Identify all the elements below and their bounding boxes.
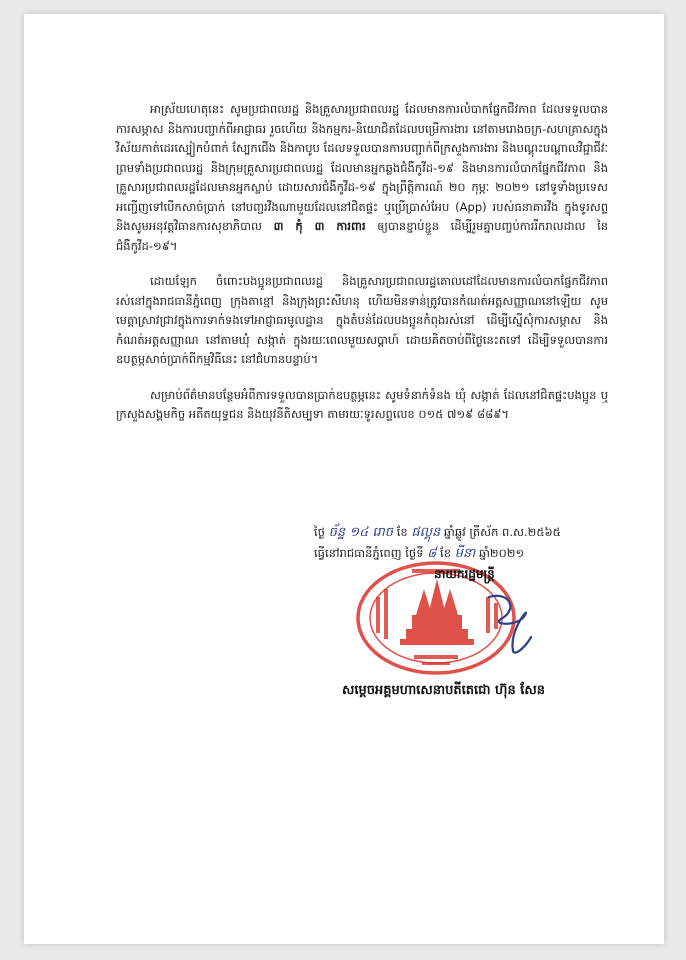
paragraph-1-tail: ឲ្យបានខ្ជាប់ខ្ជួន ដើម្បីរួមគ្នាបញ្ចប់ការរីករាលដាល នៃជំងឺកូវីដ-១៩។ bbox=[116, 219, 609, 253]
month-label: ខែ bbox=[440, 546, 451, 560]
paragraph-3: សម្រាប់ព័ត៌មានបន្ថែមអំពីការទទួលបានប្រាក់ឧបត្ថម្ភនេះ សូមទំនាក់ទំនង ឃុំ សង្កាត់ ដែលនៅជិតផ្ទះបងប្អូន ឬក្រសួងសង្គមកិច្ច អតីតយុទ្ធជន និងយុវនីតិសម្បទា តាមរយៈទូរសព្ទលេខ ០១៥ ៧១៩ ៨៨៩។ bbox=[116, 387, 608, 421]
day-handwritten: ៨ bbox=[427, 546, 437, 561]
paragraph-1-text: អាស្រ័យហេតុនេះ សូមប្រជាពលរដ្ឋ និងគ្រួសារប្រជាពលរដ្ឋ ដែលមានការលំបាកផ្នែកជីវភាព ដែលទទួលបានការសម្ភាស និងការបញ្ជាក់ពីអាជ្ញាធរ រួចហើយ និងកម្មករ-និយោជិតដែលបម្រើការងារ នៅតាមរោងចក្រ-សហគ្រាសក្នុងវិស័យកាត់ដេរស្បៀកបំពាក់ ស្បែកជើង និងកាបូប ដែលទទួលបានការបញ្ជាក់ពីក្រសួងការងារ និងបណ្តុះបណ្តាលវិជ្ជាជីវៈ ព្រមទាំងប្រជាពលរដ្ឋ និងក្រុមគ្រួសារប្រជាពលរដ្ឋ ដែលមានអ្នកឆ្លងជំងឺកូវីដ-១៩ និងមានការលំបាកផ្នែកជីវភាព និងគ្រួសារប្រជាពលរដ្ឋដែលមានអ្នកស្លាប់ ដោយសារជំងឺកូវីដ-១៩ ក្នុងព្រឹត្តិការណ៍ ២០ កុម្ភៈ ២០២១ នៅទូទាំងប្រទេស អញ្ជើញទៅបើកសាច់ប្រាក់ នៅបញ្ជរវីងណាមួយដែលនៅជិតផ្ទះ ឬប្រើប្រាស់អែប (App) របស់ធនាគារវីង ក្នុងទូរសព្ទ និងសូមអនុវត្តវិធានការសុខាភិបាល bbox=[116, 102, 608, 233]
signer-title: នាយករដ្ឋមន្ត្រី bbox=[434, 567, 495, 581]
lunar-date-prefix: ថ្ងៃ bbox=[314, 525, 325, 539]
lunar-month-label: ខែ bbox=[396, 525, 408, 539]
lunar-date-line bbox=[314, 522, 644, 543]
document-page bbox=[24, 14, 664, 944]
place-date-prefix: ធ្វើនៅរាជធានីភ្នំពេញ ថ្ងៃទី bbox=[314, 546, 424, 560]
highlight-measures: ៣ កុំ ៣ ការពារ bbox=[273, 219, 366, 233]
year-text: ឆ្នាំ២០២១ bbox=[478, 546, 525, 560]
month-handwritten: មីនា bbox=[454, 546, 476, 561]
handwritten-signature bbox=[479, 589, 539, 659]
date-block bbox=[314, 522, 644, 564]
paragraph-1 bbox=[116, 100, 608, 256]
signer-name: សម្តេចអគ្គមហាសេនាបតីតេជោ ហ៊ុន សែន bbox=[342, 683, 545, 698]
letter-body bbox=[116, 100, 608, 441]
lunar-day-handwritten: ច័ន្ទ ១៤ រោច bbox=[328, 525, 394, 540]
paragraph-2: ដោយឡែក ចំពោះបងប្អូនប្រជាពលរដ្ឋ និងគ្រួសារប្រជាពលរដ្ឋគោលដៅដែលមានការលំបាកផ្នែកជីវភាព រស់នៅក្នុងរាជធានីភ្នំពេញ ក្រុងតាខ្មៅ និងក្រុងព្រះសីហនុ ហើយមិនទាន់ត្រូវបានកំណត់អត្តសញ្ញាណនៅឡើយ សូមមេត្តាស្រាវជ្រាវក្នុងការទាក់ទងទៅអាជ្ញាធរមូលដ្ឋាន ក្នុងតំបន់ដែលបងប្អូនកំពុងរស់នៅ ដើម្បីស្នើសុំការសម្ភាស និងកំណត់អត្តសញ្ញាណ នៅតាមឃុំ សង្កាត់ ក្នុងរយៈពេលមួយសប្តាហ៍ ដោយគិតចាប់ពីថ្ងៃនេះតទៅ ដើម្បីទទួលបានការឧបត្ថម្ភសាច់ប្រាក់ពីកម្មវិធីនេះ នៅជំហានបន្ទាប់។ bbox=[116, 274, 608, 366]
lunar-year-text: ឆ្នាំឆ្លូវ ត្រីស័ក ព.ស.២៥៦៥ bbox=[443, 525, 561, 539]
lunar-month-handwritten: ផល្គុន bbox=[411, 525, 441, 540]
